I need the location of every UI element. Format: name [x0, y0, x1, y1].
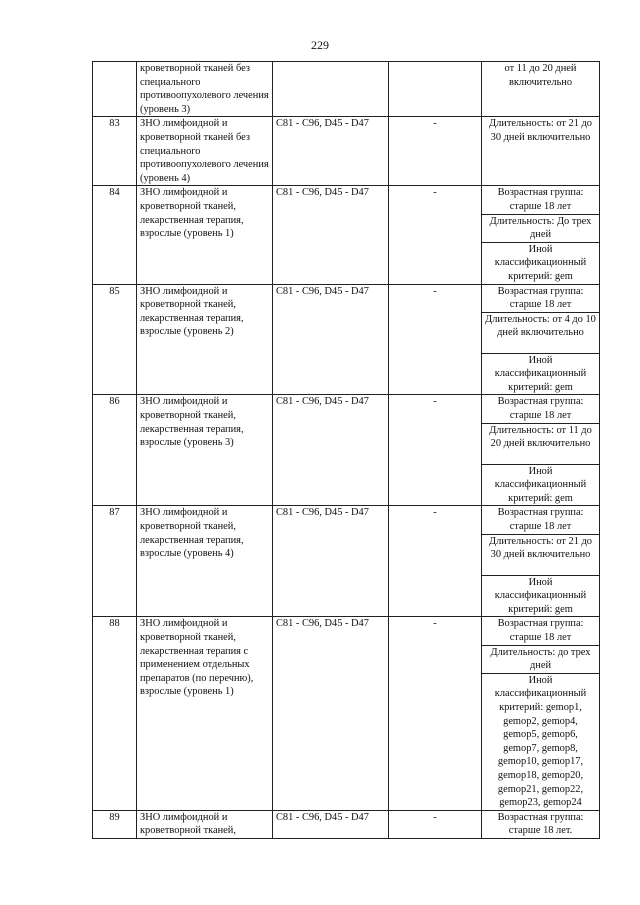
row-extra: - — [389, 617, 482, 810]
row-codes: C81 - C96, D45 - D47 — [273, 810, 389, 838]
row-criterion: Иной классификационный критерий: gem — [482, 353, 600, 395]
row-extra — [389, 62, 482, 117]
row-extra: - — [389, 506, 482, 617]
row-extra: - — [389, 395, 482, 506]
row-number: 84 — [93, 186, 137, 284]
row-codes: C81 - C96, D45 - D47 — [273, 117, 389, 186]
row-criterion: Возрастная группа: старше 18 лет — [482, 186, 600, 214]
row-criterion: Иной классификационный критерий: gem — [482, 464, 600, 506]
row-criterion: Иной классификационный критерий: gem — [482, 575, 600, 617]
row-codes: C81 - C96, D45 - D47 — [273, 506, 389, 617]
table-row — [93, 62, 600, 117]
row-number: 86 — [93, 395, 137, 506]
row-criterion: Возрастная группа: старше 18 лет — [482, 506, 600, 534]
row-criterion: Возрастная группа: старше 18 лет — [482, 617, 600, 645]
row-name: ЗНО лимфоидной и кроветворной тканей, лекарственная терапия, взрослые (уровень 1) — [137, 186, 273, 284]
row-criterion: Иной классификационный критерий: gemop1, gemop2, gemop4, gemop5, gemop6, gemop7, gemop8, gemop10, gemop17, gemop18, gemop20, gemop21, gemop22, gemop23, gemop24 — [482, 673, 600, 810]
table-row — [93, 186, 600, 214]
tariff-table — [92, 61, 600, 839]
row-criterion: Возрастная группа: старше 18 лет — [482, 284, 600, 312]
table-row — [93, 506, 600, 534]
row-name: кроветворной тканей без специального противоопухолевого лечения (уровень 3) — [137, 62, 273, 117]
row-name: ЗНО лимфоидной и кроветворной тканей без специального противоопухолевого лечения (уровень 4) — [137, 117, 273, 186]
row-extra: - — [389, 810, 482, 838]
row-name: ЗНО лимфоидной и кроветворной тканей, лекарственная терапия, взрослые (уровень 2) — [137, 284, 273, 395]
table-row — [93, 284, 600, 312]
row-number: 88 — [93, 617, 137, 810]
row-codes: C81 - C96, D45 - D47 — [273, 186, 389, 284]
row-criterion: Длительность: до трех дней — [482, 645, 600, 673]
row-name: ЗНО лимфоидной и кроветворной тканей, лекарственная терапия, взрослые (уровень 4) — [137, 506, 273, 617]
row-extra: - — [389, 117, 482, 186]
row-criterion: Длительность: До трех дней — [482, 214, 600, 242]
row-extra: - — [389, 284, 482, 395]
row-codes: C81 - C96, D45 - D47 — [273, 284, 389, 395]
row-number — [93, 62, 137, 117]
row-name: ЗНО лимфоидной и кроветворной тканей, лекарственная терапия с применением отдельных препаратов (по перечню), взрослые (уровень 1) — [137, 617, 273, 810]
row-criterion: Иной классификационный критерий: gem — [482, 242, 600, 284]
row-codes — [273, 62, 389, 117]
row-codes: C81 - C96, D45 - D47 — [273, 395, 389, 506]
table-body — [93, 62, 600, 839]
table-row — [93, 395, 600, 423]
row-criterion: Возрастная группа: старше 18 лет. — [482, 810, 600, 838]
row-number: 83 — [93, 117, 137, 186]
table-row — [93, 810, 600, 838]
row-criterion: Возрастная группа: старше 18 лет — [482, 395, 600, 423]
row-criterion: от 11 до 20 дней включительно — [482, 62, 600, 117]
row-codes: C81 - C96, D45 - D47 — [273, 617, 389, 810]
row-criterion: Длительность: от 11 до 20 дней включительно — [482, 423, 600, 464]
row-number: 85 — [93, 284, 137, 395]
row-name: ЗНО лимфоидной и кроветворной тканей, лекарственная терапия, взрослые (уровень 3) — [137, 395, 273, 506]
row-criterion: Длительность: от 21 до 30 дней включительно — [482, 534, 600, 575]
row-number: 87 — [93, 506, 137, 617]
row-extra: - — [389, 186, 482, 284]
row-number: 89 — [93, 810, 137, 838]
row-name: ЗНО лимфоидной и кроветворной тканей, — [137, 810, 273, 838]
table-row — [93, 617, 600, 645]
table-row — [93, 117, 600, 186]
page-number: 229 — [311, 38, 329, 52]
row-criterion: Длительность: от 21 до 30 дней включительно — [482, 117, 600, 186]
row-criterion: Длительность: от 4 до 10 дней включительно — [482, 312, 600, 353]
